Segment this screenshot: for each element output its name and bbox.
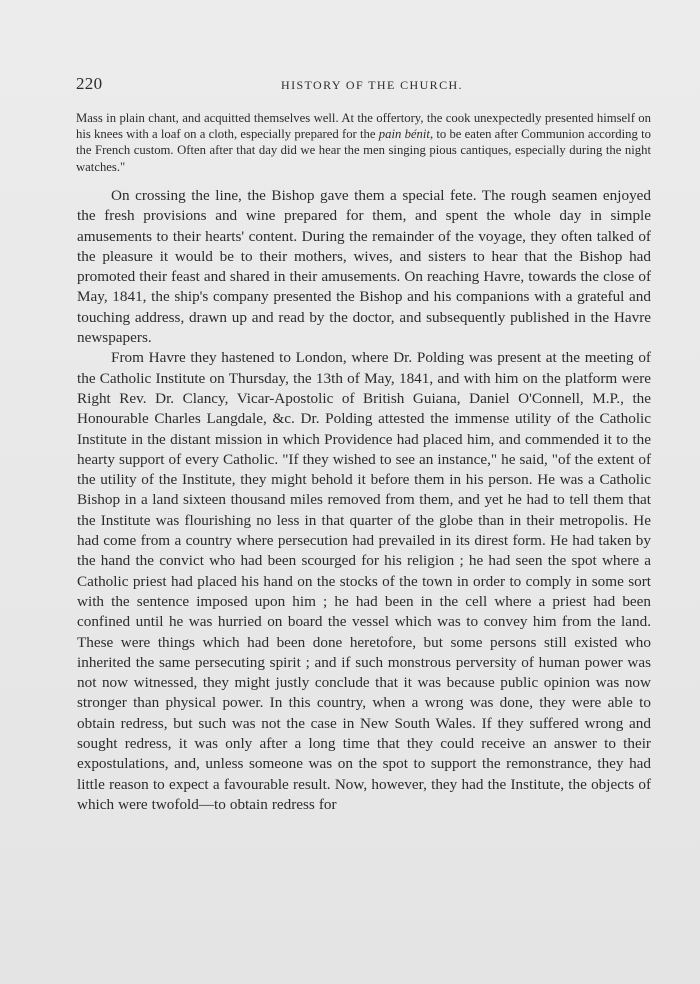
paragraph-havre-london: From Havre they hastened to London, where Dr. Polding was present at the meeting of the Catholic Institute on Thursday, the 13th of May, 1841, and with him on the platform were Right Rev. Dr. Clancy, Vicar-Apostolic of British Guiana, Daniel O'Connell, M.P., the Honourable Charles Langdale, &c. Dr. Polding attested the immense utility of the Catholic Institute in the distant mission in which Providence had placed him, and commended it to the hearty support of every Catholic. "If they wished to see an instance," he said, "of the extent of the utility of the Institute, they might behold it before them in his person. He was a Catholic Bishop in a land sixteen thousand miles removed from them, and yet he had to tell them that the Institute was flourishing no less in that quarter of the globe than in their metropolis. He had come from a country where persecution had prevailed in its direst form. He had taken by the hand the convict who had been scourged for his religion ; he had seen the spot where a Catholic priest had placed his hand on the stocks of the town in order to comply in some sort with the sentence imposed upon him ; he had been in the cell where a priest had been confined until he was hurried on board the vessel which was to convey him from the land. These were things which had been done heretofore, but some persons still existed who inherited the same persecuting spirit ; and if such monstrous perversity of human power was not now witnessed, they might justly conclude that it was because public opinion was now stronger than physical power. In this country, when a wrong was done, they were able to obtain redress, but such was not the case in New South Wales. If they suffered wrong and sought redress, it was only after a long time that they could receive an answer to their expostulations, and, unless someone was on the spot to support the remonstrance, they had little reason to expect a favourable result. Now, however, they had the Institute, the objects of which were twofold—to obtain redress for bbox=[77, 349, 651, 813]
quoted-passage-after-italic: , to be eaten after Communion according to the French custom. Often after that day did we hear the men singing pious cantiques, especially during the night watches." bbox=[76, 127, 651, 174]
paragraph-crossing-line: On crossing the line, the Bishop gave them a special fete. The rough seamen enjoyed the fresh provisions and wine prepared for them, and spent the whole day in simple amusements to their hearts' content. During the remainder of the voyage, they often talked of the pleasure it would be to their mothers, wives, and sisters to hear that the Bishop had promoted their feast and shared in their amusements. On reaching Havre, towards the close of May, 1841, the ship's company presented the Bishop and his companions with a grateful and touching address, drawn up and read by the doctor, and subsequently published in the Havre newspapers. bbox=[77, 187, 651, 347]
page-header bbox=[76, 74, 650, 96]
quoted-passage-before-italic: Mass in plain chant, and acquitted themselves well. At the offertory, the cook unexpectedly presented himself on his knees with a loaf on a cloth, especially prepared for the bbox=[76, 111, 651, 142]
italic-phrase: pain bénit bbox=[378, 127, 430, 142]
quoted-passage-text bbox=[76, 110, 651, 175]
main-text bbox=[77, 186, 651, 815]
quoted-passage bbox=[76, 110, 651, 175]
running-title: HISTORY OF THE CHURCH. bbox=[281, 78, 463, 92]
page-number: 220 bbox=[76, 74, 103, 93]
